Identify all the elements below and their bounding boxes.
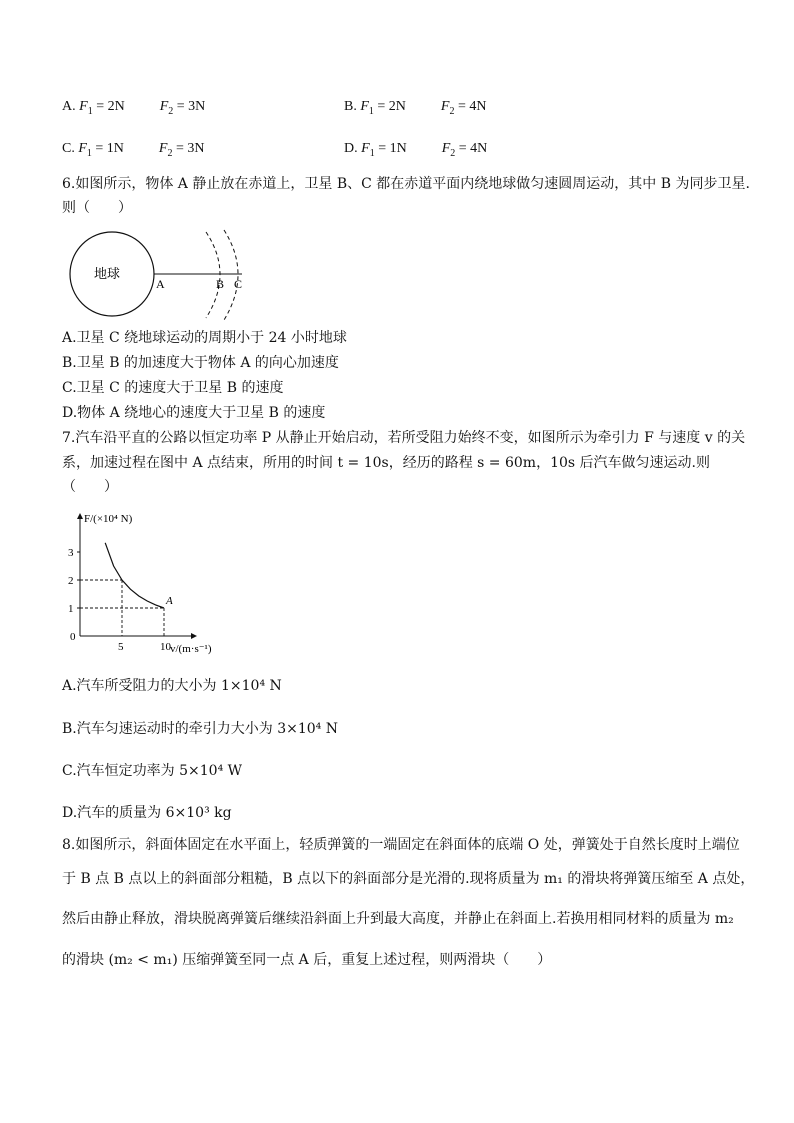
q8-line-1: 8.如图所示，斜面体固定在水平面上，轻质弹簧的一端固定在斜面体的底端 O 处，弹簧处于自然长度时上端位 [62, 837, 740, 853]
point-c-label: C [234, 277, 243, 291]
q7-option-d: D.汽车的质量为 6×10³ kg [62, 805, 232, 821]
x-axis-label: v/(m·s⁻¹) [170, 643, 212, 655]
q7-option-a: A.汽车所受阻力的大小为 1×10⁴ N [62, 678, 282, 694]
q6-option-a: A.卫星 C 绕地球运动的周期小于 24 小时地球 [62, 330, 347, 346]
q5-option-a: A. $F_1 = 2N$ $F_2 = 3N$ [62, 99, 206, 117]
q7-stem-line-1: 7.汽车沿平直的公路以恒定功率 P 从静止开始启动，若所受阻力始终不变，如图所示为牵引力 F 与速度 v 的关 [62, 430, 746, 446]
q8-line-2: 于 B 点 B 点以上的斜面部分粗糙，B 点以下的斜面部分是光滑的.现将质量为 m₁ 的滑块将弹簧压缩至 A 点处， [62, 871, 755, 887]
q5-option-d: D. $F_1 = 1N$ $F_2 = 4N$ [344, 141, 488, 159]
earth-satellite-figure [66, 228, 256, 324]
orbit-b [206, 232, 220, 318]
point-a-label: A [166, 595, 173, 607]
q8-line-3: 然后由静止释放，滑块脱离弹簧后继续沿斜面上升到最大高度，并静止在斜面上.若换用相同材料的质量为 m₂ [62, 911, 734, 927]
y-axis-label: F/(×10⁴ N) [84, 513, 133, 525]
orbit-c [224, 230, 238, 320]
origin-label: 0 [70, 631, 76, 643]
point-b-label: B [216, 277, 225, 291]
q7-stem-line-2: 系，加速过程在图中 A 点结束，所用的时间 t = 10s，经历的路程 s = 60m，10s 后汽车做匀速运动.则 [62, 455, 710, 471]
q7-stem-line-3: （ ） [62, 479, 118, 495]
y-tick-label-1: 1 [68, 603, 74, 615]
force-velocity-chart [62, 508, 232, 658]
force-curve [105, 543, 164, 608]
q5-option-c: C. $F_1 = 1N$ $F_2 = 3N$ [62, 141, 205, 159]
y-tick-label-3: 3 [68, 547, 74, 559]
y-tick-label-2: 2 [68, 575, 74, 587]
point-a-label: A [156, 277, 165, 291]
x-tick-label-10: 10 [160, 641, 171, 653]
q7-option-c: C.汽车恒定功率为 5×10⁴ W [62, 763, 243, 779]
q6-stem-line-1: 6.如图所示，物体 A 静止放在赤道上，卫星 B、C 都在赤道平面内绕地球做匀速圆周运动，其中 B 为同步卫星. [62, 176, 750, 192]
x-tick-label-5: 5 [118, 641, 124, 653]
q8-line-4: 的滑块 (m₂ < m₁) 压缩弹簧至同一点 A 后，重复上述过程，则两滑块（ ） [62, 952, 552, 968]
q6-option-c: C.卫星 C 的速度大于卫星 B 的速度 [62, 380, 284, 396]
q6-option-b: B.卫星 B 的加速度大于物体 A 的向心加速度 [62, 355, 339, 371]
q6-stem-line-2: 则（ ） [62, 200, 132, 216]
q6-option-d: D.物体 A 绕地心的速度大于卫星 B 的速度 [62, 405, 326, 421]
earth-label: 地球 [94, 266, 121, 281]
q5-option-b: B. $F_1 = 2N$ $F_2 = 4N$ [344, 99, 487, 117]
q7-option-b: B.汽车匀速运动时的牵引力大小为 3×10⁴ N [62, 721, 338, 737]
